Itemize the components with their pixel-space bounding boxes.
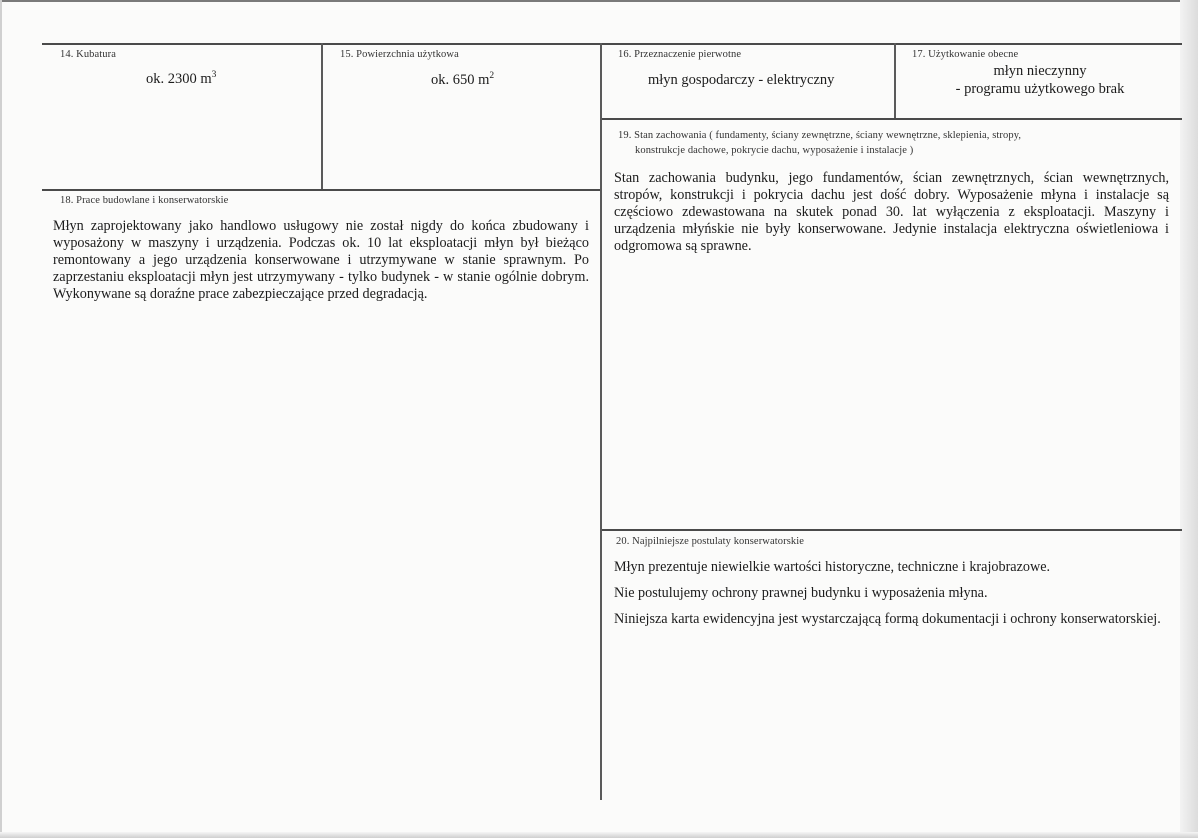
field-17-value-line2: - programu użytkowego brak (955, 81, 1125, 97)
field-17-label: 17. Użytkowanie obecne (912, 49, 1019, 60)
field-15-value: ok. 650 $m^2$ (431, 71, 495, 88)
field-14-label: 14. Kubatura (60, 49, 117, 60)
grid-right-lower-line (601, 529, 1182, 531)
scan-edge-bottom (0, 832, 1198, 838)
field-20-paragraph-2: Nie postulujemy ochrony prawnej budynku i wyposażenia młyna. (614, 585, 988, 601)
grid-right-upper-line (601, 118, 1182, 120)
field-18-text: Młyn zaprojektowany jako handlowo usługowy nie został nigdy do końca zbudowany i wyposażony w maszyny i urządzenia. Podczas ok. 10 lat eksploatacji młyn był bieżąco remontowany a jego urządzenia konserwowane i utrzymywane w stanie sprawnym. Po zaprzestaniu eksploatacji młyn jest utrzymywany - tylko budynek - w stanie ogólnie dobrym. Wykonywane są doraźne prace zabezpieczające przed degradacją. (53, 218, 589, 302)
field-19-label-line2: konstrukcje dachowe, pokrycie dachu, wyposażenie i instalacje ) (635, 145, 914, 156)
field-20-text (614, 559, 1169, 637)
field-19-label-line1: 19. Stan zachowania ( fundamenty, ściany zewnętrzne, ściany wewnętrzne, sklepienia, stropy, (618, 130, 1022, 141)
field-20-paragraph-3: Niniejsza karta ewidencyjna jest wystarczającą formą dokumentacji i ochrony konserwatorskiej. (614, 611, 1161, 627)
scan-edge-left (0, 0, 2, 838)
field-16-label: 16. Przeznaczenie pierwotne (618, 49, 742, 60)
field-16-value: młyn gospodarczy - elektryczny (648, 72, 835, 88)
scan-edge-right (1180, 0, 1198, 838)
field-14-value: ok. 2300 $m^3$ (146, 70, 217, 87)
field-15-label: 15. Powierzchnia użytkowa (340, 49, 459, 60)
field-20-paragraph-1: Młyn prezentuje niewielkie wartości historyczne, techniczne i krajobrazowe. (614, 559, 1051, 575)
scan-edge-top (0, 0, 1198, 2)
field-17-value-line1: młyn nieczynny (993, 63, 1087, 79)
grid-top-line (42, 43, 1182, 45)
field-19-text: Stan zachowania budynku, jego fundamentów, ścian zewnętrznych, ścian wewnętrznych, stropów, konstrukcji i pokrycia dachu jest dość dobry. Wyposażenie młyna i instalacje są częściowo zdewastowana na skutek ponad 30. lat wyłączenia z eksploatacji. Maszyny i urządzenia młyńskie nie były konserwowane. Jedynie instalacja elektryczna oświetleniowa i odgromowa są sprawne. (614, 170, 1169, 254)
grid-center-divider (600, 43, 602, 800)
grid-left-mid-line (42, 189, 601, 191)
field-20-label: 20. Najpilniejsze postulaty konserwatorskie (616, 536, 805, 547)
grid-divider-16-17 (894, 43, 896, 118)
field-18-label: 18. Prace budowlane i konserwatorskie (60, 195, 229, 206)
grid-divider-14-15 (321, 43, 323, 189)
